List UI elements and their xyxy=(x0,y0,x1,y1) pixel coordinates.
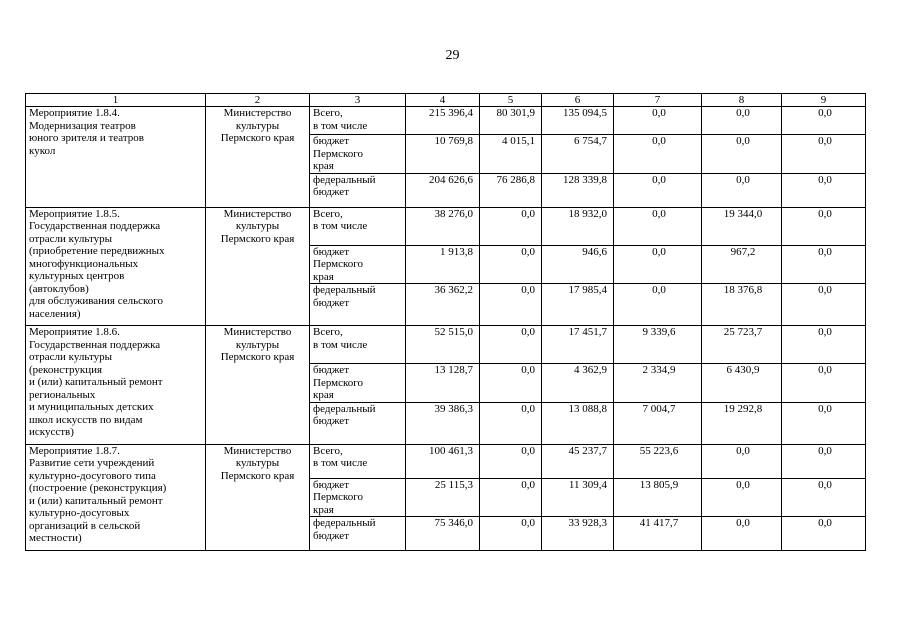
funding-source-cell xyxy=(310,207,406,245)
amount-cell: 25 115,3 xyxy=(406,478,480,517)
measure-name-line: культурно-досугового типа xyxy=(29,469,156,482)
amount-cell: 76 286,8 xyxy=(480,173,542,207)
responsible-org-line: Министерство xyxy=(223,444,292,457)
funding-source-cell xyxy=(310,107,406,135)
amount-cell: 17 985,4 xyxy=(542,284,614,326)
amount-cell: 13 088,8 xyxy=(542,402,614,444)
amount-cell: 19 292,8 xyxy=(702,402,782,444)
measure-name-cell xyxy=(26,326,206,445)
responsible-org-line: Министерство xyxy=(223,107,292,119)
funding-source-line: Всего, xyxy=(313,107,343,119)
funding-source-line: бюджет xyxy=(313,245,349,258)
amount-cell: 0,0 xyxy=(480,207,542,245)
amount-cell: 0,0 xyxy=(480,364,542,403)
measure-name-line: Мероприятие 1.8.6. xyxy=(29,326,120,338)
measure-name-line: (построение (реконструкция) xyxy=(29,482,167,494)
funding-source-cell xyxy=(310,135,406,174)
responsible-org-line: культуры xyxy=(235,457,280,469)
amount-cell: 0,0 xyxy=(614,173,702,207)
funding-source-cell xyxy=(310,245,406,284)
measure-name-line: Мероприятие 1.8.4. xyxy=(29,107,120,119)
funding-source-cell xyxy=(310,364,406,403)
responsible-org-line: Пермского края xyxy=(220,132,295,144)
measure-name-line: Развитие сети учреждений xyxy=(29,457,155,469)
amount-cell: 0,0 xyxy=(702,517,782,551)
funding-source-cell xyxy=(310,517,406,551)
funding-source-line: края xyxy=(313,160,334,172)
measure-name-line: кукол xyxy=(29,144,56,157)
amount-cell: 41 417,7 xyxy=(614,517,702,551)
funding-source-line: в том числе xyxy=(313,220,368,232)
funding-source-cell xyxy=(310,444,406,478)
amount-cell: 55 223,6 xyxy=(614,444,702,478)
funding-source-line: бюджет xyxy=(313,135,349,147)
amount-cell: 0,0 xyxy=(480,284,542,326)
funding-source-line: Пермского xyxy=(313,147,364,160)
measure-name-line: и (или) капитальный ремонт xyxy=(29,494,163,507)
amount-cell: 36 362,2 xyxy=(406,284,480,326)
funding-source-line: бюджет xyxy=(313,415,349,427)
measure-name-line: культурных центров xyxy=(29,270,125,282)
amount-cell: 9 339,6 xyxy=(614,326,702,364)
measure-name-line: местности) xyxy=(29,532,82,544)
funding-source-line: в том числе xyxy=(313,119,368,132)
funding-source-line: федеральный xyxy=(313,284,376,296)
measure-name-line: (приобретение передвижных xyxy=(29,245,165,257)
measure-name-line: (автоклубов) xyxy=(29,282,89,295)
amount-cell: 2 334,9 xyxy=(614,364,702,403)
funding-source-line: Всего, xyxy=(313,207,343,220)
amount-cell: 0,0 xyxy=(702,478,782,517)
amount-cell: 0,0 xyxy=(782,284,866,326)
amount-cell: 7 004,7 xyxy=(614,402,702,444)
amount-cell: 0,0 xyxy=(782,402,866,444)
column-number-header: 6 xyxy=(542,94,614,107)
amount-cell: 38 276,0 xyxy=(406,207,480,245)
funding-source-line: края xyxy=(313,389,334,401)
funding-source-line: Пермского xyxy=(313,491,364,503)
amount-cell: 45 237,7 xyxy=(542,444,614,478)
responsible-org-line: Пермского края xyxy=(220,351,295,363)
measure-name-line: Государственная поддержка xyxy=(29,338,161,351)
column-number-header: 4 xyxy=(406,94,480,107)
amount-cell: 33 928,3 xyxy=(542,517,614,551)
amount-cell: 6 430,9 xyxy=(702,364,782,403)
funding-source-line: Пермского xyxy=(313,376,364,389)
measure-name-line: многофункциональных xyxy=(29,257,139,270)
funding-source-cell xyxy=(310,284,406,326)
funding-source-line: в том числе xyxy=(313,457,368,469)
amount-cell: 946,6 xyxy=(542,245,614,284)
responsible-org-cell xyxy=(206,444,310,551)
column-number-header: 2 xyxy=(206,94,310,107)
responsible-org-cell xyxy=(206,326,310,445)
amount-cell: 17 451,7 xyxy=(542,326,614,364)
amount-cell: 0,0 xyxy=(782,517,866,551)
amount-cell: 0,0 xyxy=(614,207,702,245)
funding-source-cell xyxy=(310,478,406,517)
amount-cell: 80 301,9 xyxy=(480,107,542,135)
funding-source-line: федеральный xyxy=(313,173,376,186)
funding-source-line: бюджет xyxy=(313,186,349,198)
amount-cell: 0,0 xyxy=(702,135,782,174)
amount-cell: 13 805,9 xyxy=(614,478,702,517)
amount-cell: 0,0 xyxy=(782,207,866,245)
amount-cell: 25 723,7 xyxy=(702,326,782,364)
funding-source-line: края xyxy=(313,270,334,283)
amount-cell: 0,0 xyxy=(480,478,542,517)
responsible-org-line: Пермского края xyxy=(220,232,295,245)
amount-cell: 0,0 xyxy=(702,107,782,135)
amount-cell: 13 128,7 xyxy=(406,364,480,403)
column-number-header: 1 xyxy=(26,94,206,107)
amount-cell: 0,0 xyxy=(782,326,866,364)
amount-cell: 0,0 xyxy=(614,107,702,135)
measure-name-line: населения) xyxy=(29,307,81,320)
funding-source-cell xyxy=(310,326,406,364)
column-number-header: 5 xyxy=(480,94,542,107)
amount-cell: 0,0 xyxy=(614,135,702,174)
measure-name-line: искусств) xyxy=(29,426,74,438)
responsible-org-line: культуры xyxy=(235,119,280,132)
program-measures-table xyxy=(25,93,866,551)
table-row xyxy=(26,107,866,135)
table-row xyxy=(26,326,866,364)
header-row xyxy=(26,94,866,107)
measure-name-line: Государственная поддержка xyxy=(29,220,161,232)
amount-cell: 0,0 xyxy=(782,364,866,403)
amount-cell: 1 913,8 xyxy=(406,245,480,284)
amount-cell: 128 339,8 xyxy=(542,173,614,207)
measure-name-line: Мероприятие 1.8.7. xyxy=(29,444,120,457)
amount-cell: 11 309,4 xyxy=(542,478,614,517)
column-number-header: 8 xyxy=(702,94,782,107)
column-number-header: 7 xyxy=(614,94,702,107)
amount-cell: 0,0 xyxy=(782,173,866,207)
responsible-org-cell xyxy=(206,207,310,326)
measure-name-cell xyxy=(26,444,206,551)
measure-name-line: (реконструкция xyxy=(29,363,103,376)
funding-source-line: бюджет xyxy=(313,296,349,309)
column-number-header: 9 xyxy=(782,94,866,107)
amount-cell: 52 515,0 xyxy=(406,326,480,364)
page-number: 29 xyxy=(445,48,460,63)
amount-cell: 0,0 xyxy=(614,245,702,284)
amount-cell: 0,0 xyxy=(480,326,542,364)
amount-cell: 75 346,0 xyxy=(406,517,480,551)
amount-cell: 135 094,5 xyxy=(542,107,614,135)
responsible-org-line: культуры xyxy=(235,338,280,351)
measure-name-line: и (или) капитальный ремонт xyxy=(29,376,163,388)
funding-source-line: бюджет xyxy=(313,364,349,376)
table-row xyxy=(26,207,866,245)
table-row xyxy=(26,444,866,478)
amount-cell: 19 344,0 xyxy=(702,207,782,245)
amount-cell: 39 386,3 xyxy=(406,402,480,444)
measure-name-line: и муниципальных детских xyxy=(29,401,154,413)
amount-cell: 0,0 xyxy=(480,402,542,444)
measure-name-line: организаций в сельской xyxy=(29,519,141,532)
measure-name-cell xyxy=(26,107,206,208)
amount-cell: 967,2 xyxy=(702,245,782,284)
amount-cell: 0,0 xyxy=(782,478,866,517)
amount-cell: 4 362,9 xyxy=(542,364,614,403)
measure-name-line: для обслуживания сельского xyxy=(29,295,164,307)
amount-cell: 6 754,7 xyxy=(542,135,614,174)
amount-cell: 4 015,1 xyxy=(480,135,542,174)
responsible-org-line: Министерство xyxy=(223,326,292,338)
responsible-org-line: культуры xyxy=(235,220,280,232)
measure-name-line: отрасли культуры xyxy=(29,351,113,363)
funding-source-line: бюджет xyxy=(313,478,349,491)
funding-source-line: Пермского xyxy=(313,258,364,270)
measure-name-line: Мероприятие 1.8.5. xyxy=(29,207,120,220)
amount-cell: 0,0 xyxy=(782,245,866,284)
measure-name-line: региональных xyxy=(29,388,96,401)
funding-source-line: в том числе xyxy=(313,338,368,351)
amount-cell: 0,0 xyxy=(702,444,782,478)
amount-cell: 100 461,3 xyxy=(406,444,480,478)
funding-source-line: федеральный xyxy=(313,402,376,415)
amount-cell: 0,0 xyxy=(782,135,866,174)
amount-cell: 204 626,6 xyxy=(406,173,480,207)
funding-source-cell xyxy=(310,173,406,207)
funding-source-line: Всего, xyxy=(313,444,343,457)
amount-cell: 0,0 xyxy=(702,173,782,207)
amount-cell: 18 932,0 xyxy=(542,207,614,245)
amount-cell: 0,0 xyxy=(782,444,866,478)
amount-cell: 10 769,8 xyxy=(406,135,480,174)
amount-cell: 18 376,8 xyxy=(702,284,782,326)
amount-cell: 0,0 xyxy=(782,107,866,135)
responsible-org-line: Министерство xyxy=(223,207,292,220)
funding-source-line: федеральный xyxy=(313,517,376,529)
column-number-header: 3 xyxy=(310,94,406,107)
measure-name-line: школ искусств по видам xyxy=(29,413,143,426)
amount-cell: 0,0 xyxy=(614,284,702,326)
funding-source-line: края xyxy=(313,503,334,516)
funding-source-cell xyxy=(310,402,406,444)
funding-source-line: бюджет xyxy=(313,529,349,542)
amount-cell: 0,0 xyxy=(480,245,542,284)
measure-name-line: Модернизация театров xyxy=(29,119,136,132)
amount-cell: 215 396,4 xyxy=(406,107,480,135)
measure-name-line: культурно-досуговых xyxy=(29,507,130,519)
funding-source-line: Всего, xyxy=(313,326,343,338)
amount-cell: 0,0 xyxy=(480,517,542,551)
measure-name-cell xyxy=(26,207,206,326)
responsible-org-line: Пермского края xyxy=(220,469,295,482)
amount-cell: 0,0 xyxy=(480,444,542,478)
measure-name-line: отрасли культуры xyxy=(29,232,113,245)
measure-name-line: юного зрителя и театров xyxy=(29,132,145,144)
responsible-org-cell xyxy=(206,107,310,208)
